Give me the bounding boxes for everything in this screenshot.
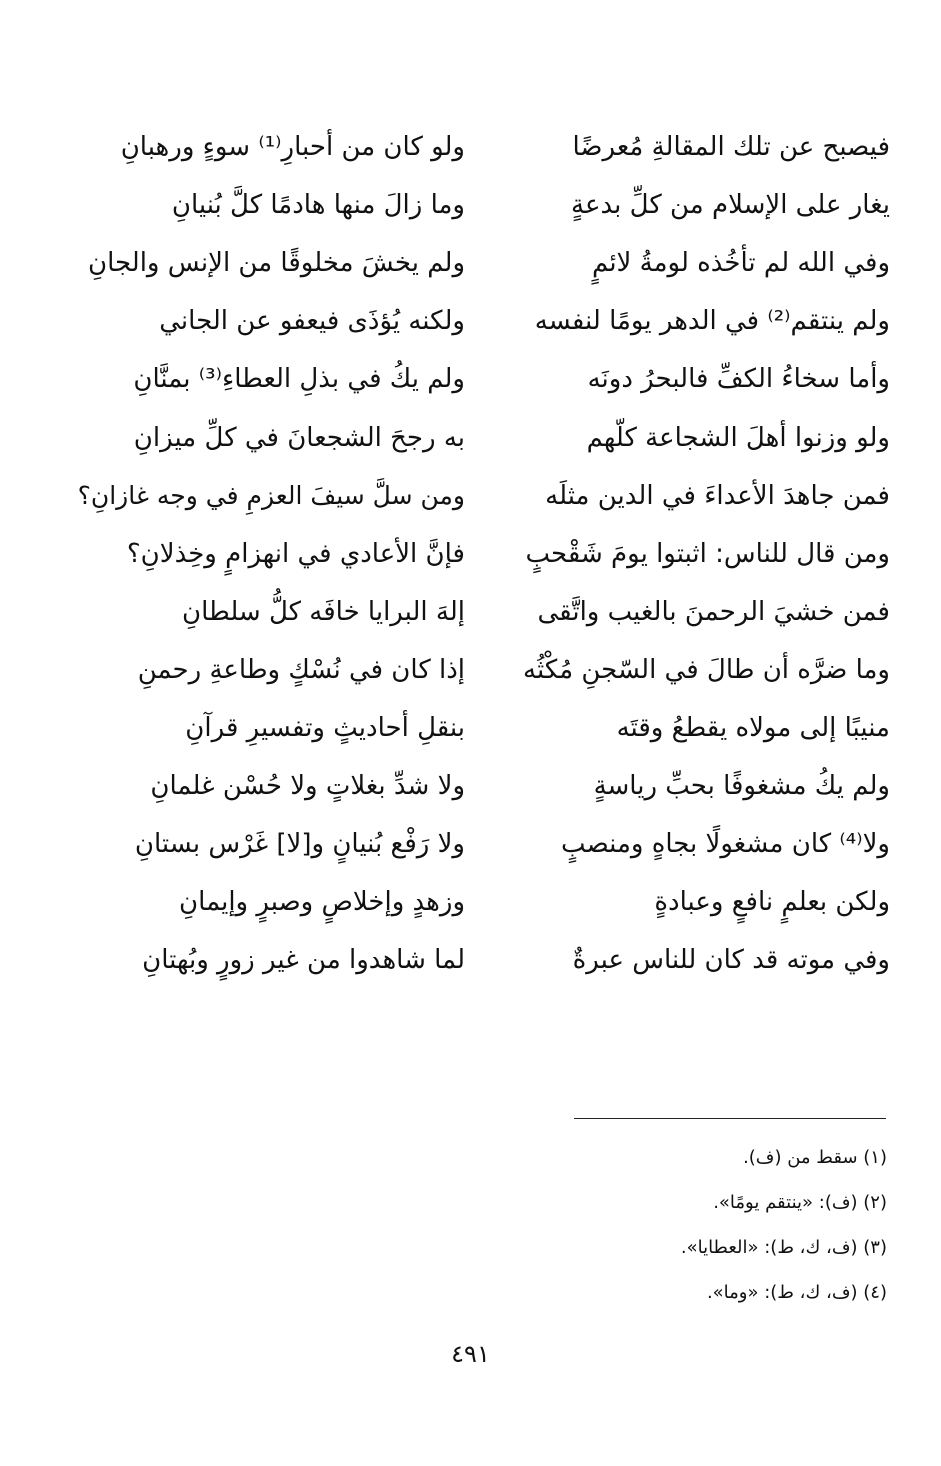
first-hemistich: وفي موته قد كان للناس عبرةٌ xyxy=(572,945,890,976)
second-hemistich: ولم يخشَ مخلوقًا من الإنس والجانِ xyxy=(87,248,465,279)
first-hemistich: وأما سخاءُ الكفِّ فالبحرُ دونَه xyxy=(587,364,890,395)
verse-line xyxy=(70,350,890,408)
first-hemistich: يغار على الإسلام من كلِّ بدعةٍ xyxy=(571,190,890,221)
first-hemistich: فمن جاهدَ الأعداءَ في الدين مثلَه xyxy=(545,480,890,511)
first-hemistich: ولكن بعلمٍ نافعٍ وعبادةٍ xyxy=(654,887,890,918)
verse-line xyxy=(70,873,890,931)
second-hemistich: وما زالَ منها هادمًا كلَّ بُنيانِ xyxy=(171,190,465,221)
verse-line xyxy=(70,583,890,641)
verse-line xyxy=(70,641,890,699)
first-hemistich: ولم يكُ مشغوفًا بحبِّ رياسةٍ xyxy=(593,771,890,802)
verse-line xyxy=(70,234,890,292)
poem xyxy=(70,118,890,989)
verse-line xyxy=(70,408,890,466)
verse-line xyxy=(70,118,890,176)
verse-line xyxy=(70,757,890,815)
second-hemistich: ولكنه يُؤذَى فيعفو عن الجاني xyxy=(159,306,465,337)
second-hemistich: بنقلِ أحاديثٍ وتفسيرِ قرآنِ xyxy=(185,712,465,743)
second-hemistich: إلهَ البرايا خافَه كلُّ سلطانِ xyxy=(181,596,465,627)
footnote: (١) سقط من (ف). xyxy=(743,1147,887,1168)
verse-line xyxy=(70,525,890,583)
first-hemistich: ولا⁽⁴⁾ كان مشغولًا بجاهٍ ومنصبٍ xyxy=(561,829,890,860)
second-hemistich: ولو كان من أحبارِ⁽¹⁾ سوءٍ ورهبانِ xyxy=(120,132,465,163)
verse-line xyxy=(70,467,890,525)
first-hemistich: ومن قال للناس: اثبتوا يومَ شَقْحبٍ xyxy=(525,538,890,569)
footnote: (٣) (ف، ك، ط): «العطايا». xyxy=(680,1237,887,1258)
second-hemistich: لما شاهدوا من غير زورٍ وبُهتانِ xyxy=(142,945,465,976)
footnote-divider xyxy=(574,1118,886,1119)
second-hemistich: إذا كان في نُسْكٍ وطاعةِ رحمنِ xyxy=(137,654,465,685)
second-hemistich: وزهدٍ وإخلاصٍ وصبرٍ وإيمانِ xyxy=(179,887,465,918)
second-hemistich: ولم يكُ في بذلِ العطاءِ⁽³⁾ بمنَّانِ xyxy=(133,364,465,395)
second-hemistich: ومن سلَّ سيفَ العزمِ في وجه غازانِ؟ xyxy=(77,481,465,511)
first-hemistich: وما ضرَّه أن طالَ في السّجنِ مُكْثُه xyxy=(523,654,890,685)
first-hemistich: ولم ينتقم⁽²⁾ في الدهر يومًا لنفسه xyxy=(534,306,890,337)
first-hemistich: منيبًا إلى مولاه يقطعُ وقتَه xyxy=(616,712,890,743)
second-hemistich: ولا رَفْع بُنيانٍ و[لا] غَرْس بستانِ xyxy=(134,829,465,860)
second-hemistich: فإنَّ الأعادي في انهزامٍ وخِذلانِ؟ xyxy=(126,538,465,569)
verse-line xyxy=(70,699,890,757)
footnote: (٤) (ف، ك، ط): «وما». xyxy=(706,1282,887,1303)
footnote: (٢) (ف): «ينتقم يومًا». xyxy=(713,1192,887,1213)
first-hemistich: ولو وزنوا أهلَ الشجاعة كلّهم xyxy=(586,422,890,453)
first-hemistich: فيصبح عن تلك المقالةِ مُعرضًا xyxy=(572,132,890,163)
verse-line xyxy=(70,815,890,873)
verse-line xyxy=(70,931,890,989)
second-hemistich: ولا شدِّ بغلاتٍ ولا حُسْن غلمانِ xyxy=(150,771,465,802)
second-hemistich: به رجحَ الشجعانَ في كلِّ ميزانِ xyxy=(133,422,465,453)
first-hemistich: فمن خشيَ الرحمنَ بالغيب واتَّقى xyxy=(537,596,890,627)
footnotes xyxy=(487,1135,887,1315)
page-number: ٤٩١ xyxy=(451,1340,490,1368)
first-hemistich: وفي الله لم تأخُذه لومةُ لائمٍ xyxy=(592,248,890,279)
verse-line xyxy=(70,292,890,350)
verse-line xyxy=(70,176,890,234)
